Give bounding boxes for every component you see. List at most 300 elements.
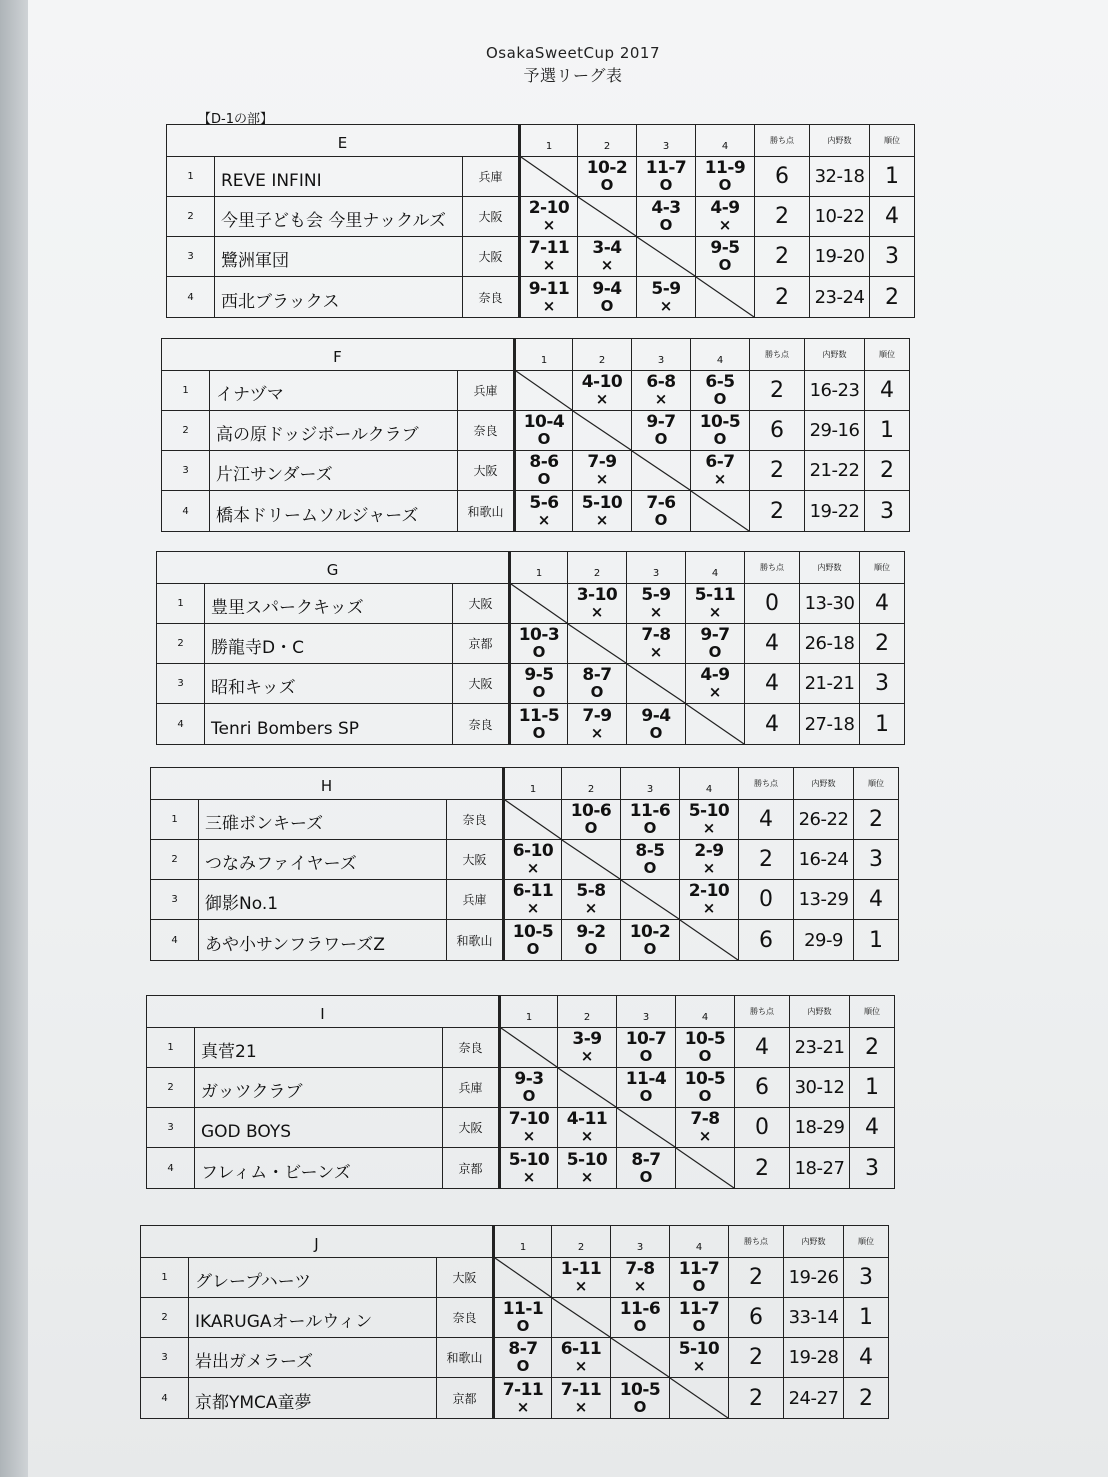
win-points: 2 — [729, 1378, 784, 1418]
win-mark: O — [537, 470, 551, 488]
match-score: 7-10 — [508, 1109, 550, 1129]
team-prefecture: 大阪 — [463, 237, 519, 277]
win-points: 2 — [729, 1258, 784, 1298]
col-header-3: 3 — [621, 768, 680, 800]
self-match-cell — [573, 411, 632, 451]
match-score: 5-10 — [678, 1339, 720, 1359]
match-result — [691, 451, 750, 491]
team-name: 豊里スパークキッズ — [205, 584, 453, 624]
match-score: 9-5 — [710, 238, 740, 258]
infield-count: 29-9 — [794, 920, 854, 960]
win-points: 2 — [755, 237, 810, 277]
infield-count: 18-27 — [790, 1148, 850, 1188]
team-number: 2 — [151, 840, 199, 880]
team-number: 4 — [147, 1148, 195, 1188]
win-mark: O — [713, 430, 727, 448]
team-name: 三碓ボンキーズ — [199, 800, 447, 840]
match-score: 5-10 — [688, 801, 730, 821]
win-points-header: 勝ち点 — [745, 552, 800, 584]
group-table-h — [150, 767, 899, 961]
match-score: 5-9 — [641, 585, 671, 605]
match-result — [514, 451, 573, 491]
infield-count: 19-26 — [784, 1258, 844, 1298]
self-match-cell — [499, 1028, 558, 1068]
win-points: 0 — [735, 1108, 790, 1148]
infield-count: 21-22 — [805, 451, 865, 491]
match-score: 6-10 — [512, 841, 554, 861]
match-score: 10-3 — [518, 625, 560, 645]
group-name: J — [141, 1226, 493, 1258]
win-mark: O — [692, 1317, 706, 1335]
col-header-1: 1 — [493, 1226, 552, 1258]
team-rank: 3 — [880, 498, 894, 524]
match-result — [696, 197, 755, 237]
self-match-cell — [514, 371, 573, 411]
loss-mark: × — [595, 510, 609, 529]
team-number: 4 — [167, 277, 215, 317]
match-score: 9-4 — [592, 278, 622, 299]
win-points: 0 — [745, 584, 800, 624]
self-match-cell — [509, 584, 568, 624]
team-prefecture: 大阪 — [458, 451, 514, 491]
team-number: 2 — [147, 1068, 195, 1108]
match-score: 5-10 — [581, 492, 623, 513]
group-table-g — [156, 551, 905, 745]
win-mark: O — [537, 430, 551, 448]
win-mark: O — [639, 1087, 653, 1105]
col-header-1: 1 — [499, 996, 558, 1028]
team-rank: 3 — [865, 1155, 879, 1181]
self-match-cell — [680, 920, 739, 960]
col-header-4: 4 — [686, 552, 745, 584]
page-edge — [0, 0, 28, 1477]
match-result — [503, 840, 562, 880]
team-number: 1 — [141, 1258, 189, 1298]
match-result — [680, 800, 739, 840]
match-result — [503, 920, 562, 960]
team-name: あや小サンフラワーズZ — [199, 920, 447, 960]
team-prefecture: 大阪 — [437, 1258, 493, 1298]
rank-header: 順位 — [865, 339, 909, 371]
rank-header: 順位 — [860, 552, 904, 584]
infield-header: 内野数 — [800, 552, 860, 584]
loss-mark: × — [574, 1397, 588, 1416]
match-score: 10-6 — [570, 801, 612, 821]
match-score: 4-9 — [710, 198, 740, 218]
col-header-4: 4 — [670, 1226, 729, 1258]
col-header-4: 4 — [680, 768, 739, 800]
team-name: 高の原ドッジボールクラブ — [210, 411, 458, 451]
win-points-header: 勝ち点 — [739, 768, 794, 800]
loss-mark: × — [580, 1127, 594, 1145]
loss-mark: × — [702, 899, 716, 917]
infield-count: 23-24 — [810, 277, 870, 317]
col-header-4: 4 — [696, 125, 755, 157]
col-header-2: 2 — [552, 1226, 611, 1258]
team-prefecture: 大阪 — [453, 664, 509, 704]
sheet-title: OsakaSweetCup 2017 — [486, 44, 660, 62]
loss-mark: × — [574, 1357, 588, 1375]
self-match-cell — [617, 1108, 676, 1148]
infield-count: 19-22 — [805, 491, 865, 531]
team-prefecture: 奈良 — [437, 1298, 493, 1338]
win-points: 4 — [745, 624, 800, 664]
match-score: 5-8 — [576, 881, 606, 901]
team-name: IKARUGAオールウィン — [189, 1298, 437, 1338]
match-result — [632, 491, 691, 531]
team-name: GOD BOYS — [195, 1108, 443, 1148]
col-header-2: 2 — [558, 996, 617, 1028]
match-score: 9-7 — [700, 625, 730, 645]
win-points: 2 — [729, 1338, 784, 1378]
loss-mark: × — [526, 899, 540, 917]
col-header-2: 2 — [568, 552, 627, 584]
loss-mark: × — [516, 1397, 530, 1416]
win-mark: O — [522, 1087, 536, 1105]
match-result — [499, 1108, 558, 1148]
match-result — [696, 237, 755, 277]
infield-count: 27-18 — [800, 704, 860, 744]
match-result — [573, 451, 632, 491]
win-mark: O — [639, 1047, 653, 1065]
match-result — [680, 880, 739, 920]
match-score: 9-7 — [646, 412, 676, 432]
match-score: 8-6 — [529, 452, 559, 472]
match-result — [621, 800, 680, 840]
team-number: 3 — [157, 664, 205, 704]
team-number: 4 — [162, 491, 210, 531]
win-mark: O — [590, 683, 604, 701]
loss-mark: × — [692, 1357, 706, 1375]
win-points: 4 — [739, 800, 794, 840]
match-result — [514, 411, 573, 451]
match-result — [578, 237, 637, 277]
team-number: 4 — [157, 704, 205, 744]
match-score: 11-7 — [678, 1299, 720, 1319]
team-prefecture: 兵庫 — [447, 880, 503, 920]
match-result — [552, 1378, 611, 1418]
infield-count: 23-21 — [790, 1028, 850, 1068]
match-score: 11-6 — [619, 1299, 661, 1319]
team-number: 2 — [167, 197, 215, 237]
team-name: イナヅマ — [210, 371, 458, 411]
match-score: 10-4 — [523, 412, 565, 432]
match-score: 7-11 — [528, 238, 570, 258]
win-points: 2 — [739, 840, 794, 880]
win-mark: O — [713, 390, 727, 408]
win-points: 2 — [750, 371, 805, 411]
match-score: 4-10 — [581, 372, 623, 392]
infield-header: 内野数 — [790, 996, 850, 1028]
match-result — [611, 1298, 670, 1338]
match-result — [519, 277, 578, 317]
match-result — [568, 704, 627, 744]
match-score: 2-10 — [688, 881, 730, 901]
match-result — [611, 1378, 670, 1418]
col-header-2: 2 — [578, 125, 637, 157]
match-result — [499, 1068, 558, 1108]
match-score: 7-8 — [625, 1259, 655, 1279]
loss-mark: × — [580, 1167, 594, 1186]
match-score: 10-5 — [699, 412, 741, 432]
match-result — [627, 584, 686, 624]
team-prefecture: 奈良 — [443, 1028, 499, 1068]
win-points: 2 — [755, 197, 810, 237]
team-name: ガッツクラブ — [195, 1068, 443, 1108]
loss-mark: × — [654, 390, 668, 408]
match-result — [696, 157, 755, 197]
infield-count: 26-22 — [794, 800, 854, 840]
team-number: 3 — [147, 1108, 195, 1148]
match-result — [493, 1338, 552, 1378]
team-prefecture: 京都 — [437, 1378, 493, 1418]
match-score: 10-5 — [619, 1379, 661, 1400]
infield-count: 29-16 — [805, 411, 865, 451]
match-result — [632, 371, 691, 411]
match-result — [573, 491, 632, 531]
win-mark: O — [718, 256, 732, 274]
match-score: 7-11 — [560, 1379, 602, 1400]
loss-mark: × — [649, 603, 663, 621]
match-result — [509, 624, 568, 664]
match-result — [499, 1148, 558, 1188]
win-points: 6 — [735, 1068, 790, 1108]
self-match-cell — [558, 1068, 617, 1108]
col-header-1: 1 — [519, 125, 578, 157]
loss-mark: × — [698, 1127, 712, 1145]
win-mark: O — [643, 939, 657, 958]
team-number: 3 — [151, 880, 199, 920]
match-score: 6-5 — [705, 372, 735, 392]
match-result — [676, 1068, 735, 1108]
match-score: 11-6 — [629, 801, 671, 821]
team-rank: 4 — [860, 584, 904, 624]
win-mark: O — [600, 176, 614, 194]
col-header-3: 3 — [617, 996, 676, 1028]
match-result — [617, 1068, 676, 1108]
match-result — [493, 1298, 552, 1338]
win-points: 2 — [755, 277, 810, 317]
match-result — [691, 371, 750, 411]
win-mark: O — [718, 176, 732, 194]
infield-count: 16-23 — [805, 371, 865, 411]
match-score: 2-10 — [528, 198, 570, 218]
team-name: 昭和キッズ — [205, 664, 453, 704]
win-mark: O — [639, 1167, 653, 1186]
team-rank: 2 — [859, 1385, 873, 1411]
infield-count: 19-20 — [810, 237, 870, 277]
win-points: 6 — [750, 411, 805, 451]
loss-mark: × — [718, 216, 732, 234]
match-result — [670, 1338, 729, 1378]
match-result — [686, 584, 745, 624]
team-number: 2 — [141, 1298, 189, 1338]
win-mark: O — [649, 723, 663, 742]
match-score: 7-9 — [587, 452, 617, 472]
col-header-3: 3 — [637, 125, 696, 157]
team-rank: 2 — [850, 1028, 894, 1068]
match-score: 10-5 — [684, 1069, 726, 1089]
win-mark: O — [633, 1397, 647, 1416]
win-points-header: 勝ち点 — [729, 1226, 784, 1258]
infield-count: 16-24 — [794, 840, 854, 880]
team-prefecture: 和歌山 — [447, 920, 503, 960]
infield-header: 内野数 — [805, 339, 865, 371]
self-match-cell — [676, 1148, 735, 1188]
win-mark: O — [532, 723, 546, 742]
team-number: 4 — [151, 920, 199, 960]
loss-mark: × — [595, 390, 609, 408]
team-rank: 1 — [850, 1068, 894, 1108]
group-table-i — [146, 995, 895, 1189]
match-score: 9-5 — [524, 665, 554, 685]
infield-count: 13-30 — [800, 584, 860, 624]
infield-count: 30-12 — [790, 1068, 850, 1108]
team-rank: 2 — [854, 800, 898, 840]
match-score: 3-4 — [592, 238, 622, 258]
sheet-subtitle: 予選リーグ表 — [523, 66, 623, 85]
team-prefecture: 京都 — [443, 1148, 499, 1188]
infield-count: 24-27 — [784, 1378, 844, 1418]
match-score: 5-10 — [508, 1149, 550, 1170]
team-rank: 1 — [875, 711, 889, 737]
team-rank: 1 — [844, 1298, 888, 1338]
match-score: 9-11 — [528, 278, 570, 299]
match-score: 8-5 — [635, 841, 665, 861]
loss-mark: × — [522, 1127, 536, 1145]
match-score: 7-8 — [641, 625, 671, 645]
win-points: 4 — [735, 1028, 790, 1068]
team-prefecture: 兵庫 — [463, 157, 519, 197]
team-prefecture: 和歌山 — [437, 1338, 493, 1378]
match-result — [493, 1378, 552, 1418]
self-match-cell — [493, 1258, 552, 1298]
win-points: 0 — [739, 880, 794, 920]
col-header-2: 2 — [562, 768, 621, 800]
loss-mark: × — [708, 603, 722, 621]
col-header-2: 2 — [573, 339, 632, 371]
match-score: 5-10 — [566, 1149, 608, 1170]
infield-count: 32-18 — [810, 157, 870, 197]
infield-count: 10-22 — [810, 197, 870, 237]
match-score: 6-7 — [705, 452, 735, 472]
win-mark: O — [633, 1317, 647, 1335]
match-result — [676, 1108, 735, 1148]
match-score: 11-7 — [678, 1259, 720, 1279]
team-prefecture: 大阪 — [453, 584, 509, 624]
match-score: 7-9 — [582, 705, 612, 726]
match-score: 9-3 — [514, 1069, 544, 1089]
self-match-cell — [627, 664, 686, 704]
win-points-header: 勝ち点 — [750, 339, 805, 371]
team-rank: 4 — [844, 1338, 888, 1378]
match-result — [514, 491, 573, 531]
team-rank: 3 — [860, 664, 904, 704]
team-number: 1 — [162, 371, 210, 411]
team-rank: 4 — [854, 880, 898, 920]
match-score: 10-5 — [684, 1029, 726, 1049]
team-name: 鷺洲軍団 — [215, 237, 463, 277]
team-rank: 1 — [869, 927, 883, 953]
win-points-header: 勝ち点 — [755, 125, 810, 157]
loss-mark: × — [600, 256, 614, 274]
col-header-1: 1 — [514, 339, 573, 371]
match-result — [568, 664, 627, 704]
group-name: E — [167, 125, 519, 157]
loss-mark: × — [542, 256, 556, 274]
loss-mark: × — [595, 470, 609, 488]
team-number: 2 — [157, 624, 205, 664]
match-score: 3-10 — [576, 585, 618, 605]
team-rank: 2 — [885, 284, 899, 310]
match-score: 1-11 — [560, 1259, 602, 1279]
win-points: 6 — [755, 157, 810, 197]
match-score: 3-9 — [572, 1029, 602, 1049]
team-rank: 1 — [865, 411, 909, 451]
match-score: 7-8 — [690, 1109, 720, 1129]
match-score: 4-3 — [651, 198, 681, 218]
match-result — [617, 1148, 676, 1188]
match-score: 11-1 — [502, 1299, 544, 1319]
win-mark: O — [692, 1277, 706, 1295]
win-mark: O — [698, 1047, 712, 1065]
league-sheet — [28, 0, 1108, 1477]
self-match-cell — [578, 197, 637, 237]
rank-header: 順位 — [850, 996, 894, 1028]
group-name: G — [157, 552, 509, 584]
group-table-f — [161, 338, 910, 532]
group-table-e — [166, 124, 915, 318]
team-prefecture: 兵庫 — [458, 371, 514, 411]
team-prefecture: 和歌山 — [458, 491, 514, 531]
team-name: 片江サンダーズ — [210, 451, 458, 491]
loss-mark: × — [580, 1047, 594, 1065]
match-score: 11-4 — [625, 1069, 667, 1089]
team-name: フレィム・ビーンズ — [195, 1148, 443, 1188]
loss-mark: × — [708, 683, 722, 701]
team-rank: 2 — [865, 451, 909, 491]
win-mark: O — [532, 683, 546, 701]
team-number: 1 — [147, 1028, 195, 1068]
team-rank: 2 — [860, 624, 904, 664]
team-prefecture: 奈良 — [463, 277, 519, 317]
match-result — [637, 157, 696, 197]
team-name: 勝龍寺D・C — [205, 624, 453, 664]
col-header-3: 3 — [627, 552, 686, 584]
self-match-cell — [691, 491, 750, 531]
win-mark: O — [654, 510, 668, 529]
match-result — [509, 704, 568, 744]
rank-header: 順位 — [844, 1226, 888, 1258]
loss-mark: × — [649, 643, 663, 661]
match-result — [509, 664, 568, 704]
self-match-cell — [686, 704, 745, 744]
match-result — [519, 237, 578, 277]
team-number: 3 — [167, 237, 215, 277]
match-result — [686, 664, 745, 704]
col-header-4: 4 — [691, 339, 750, 371]
win-mark: O — [516, 1357, 530, 1375]
team-rank: 4 — [865, 371, 909, 411]
win-points-header: 勝ち点 — [735, 996, 790, 1028]
loss-mark: × — [537, 510, 551, 529]
team-rank: 4 — [850, 1108, 894, 1148]
team-name: つなみファイヤーズ — [199, 840, 447, 880]
match-score: 6-8 — [646, 372, 676, 392]
win-mark: O — [584, 819, 598, 837]
self-match-cell — [503, 800, 562, 840]
team-prefecture: 兵庫 — [443, 1068, 499, 1108]
